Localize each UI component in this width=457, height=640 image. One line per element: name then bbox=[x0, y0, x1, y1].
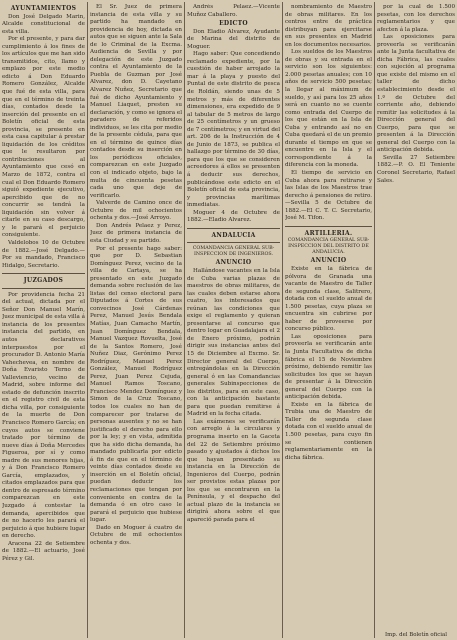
paragraph: Andrés Pelaez.—Vicente Muñoz Caballero. bbox=[187, 4, 280, 18]
section-heading: AYUNTAMIENTOS bbox=[10, 5, 77, 12]
column-rule bbox=[184, 2, 185, 638]
paragraph: Don José Delgado Marin, Alcalde constitucional de esta villa. bbox=[2, 13, 85, 35]
paragraph: El Sr. Juez de primera instancia de esta villa y su partido ha mandado en providencia de hoy, dictada en autos que se siguen ante la Sala de lo Criminal de la Excma. Audiencia de Sevilla y por delegación de este Juzgado contra el Ayuntamiento de la Puebla de Guzman por José Alvarez, don D. Cayetano Alvarez Nuñez, Secretario que fué de dicho Ayuntamiento y Manuel Liaquet, presten su declaración, y como se ignora el paradero de referidos individuos, se les cita por medio de la presente cédula, para que en el término de quince días contados desde su inserción en los periódicos oficiales, comparezcan en este Juzgado con el indicado objeto, bajo la multa de cincuenta pesetas cada uno que deje de verificarlo. bbox=[90, 4, 182, 199]
paragraph: Don Eladio Alvarez, Ayudante de Marina del distrito de Moguer. bbox=[187, 28, 280, 50]
paragraph: Moguer 4 de Octubre de 1882.—Eladio Alvarez. bbox=[187, 209, 280, 224]
section-rule bbox=[2, 288, 85, 289]
paragraph: por la cual de 1.500 pesetas, con los derechos reglamentarios y que afecten á la plaza. bbox=[377, 4, 455, 33]
paragraph: Valverde de Camino once de Octubre de mil ochocientos ochenta y dos.—José Arroyo. bbox=[90, 200, 182, 222]
column-2 bbox=[90, 4, 182, 636]
column-rule bbox=[282, 2, 283, 638]
paragraph: Las oposiciones para proveerla se verificarán ante la Junta Facultativa de dicha fábrica el 15 de Noviembre próximo, debiendo remitir las solicitudes los que se hayan de presentar á la Dirección general del Cuerpo con la anticipación debida. bbox=[285, 333, 372, 401]
section-heading: ARTILLERIA. bbox=[304, 229, 353, 237]
section-heading: ANUNCIO bbox=[215, 259, 252, 267]
paragraph: El tiempo de servicio en Cuba ahora para retirarse y las Islas de los Maestros trae derecho á pensiones de retiro.—Sevilla 5 de Octubre de 1882.—El C. T. C. Secretario, José M. Tifon. bbox=[285, 170, 372, 222]
section-rule bbox=[187, 228, 280, 229]
column-rule bbox=[374, 2, 375, 638]
paragraph: Por providencia fecha 21 del actual, dictada por el Señor Don Manuel Marín, Juez municipal de esta villa á instancia de los presentes instancia del partido, en autos declarativos interpuestos por el procurador D. Antonio María Vahechevea, en nombre de Doña Evaristo Terno de Valleviencio, vecino de Madrid, sobre informe del estado de defunción inscrito en el registro civil de esta dicha villa, por consiguiente de la muerte de Don Francisco Romero García; en cuyos autos se conviene tratado por término de nueve días á Doña Mercedes Figueroa, por sí y como madre de sus menores hijas, y á Don Francisco Romero García, emplazados, y citados emplazados para que dentro de espresado término comparezcan en este Juzgado á contestar la demanda, apercibidos que de no hacerlo les parará el perjuicio á que hubiere lugar en derecho. bbox=[2, 291, 85, 540]
paragraph: nombramiento de Maestro de obras militares. En los centros entre de práctica distribuyan para ejercitarse en sus presentes en Madrid en los documentos necesarios. bbox=[285, 4, 372, 48]
column-rule bbox=[87, 2, 88, 638]
section-rule bbox=[187, 242, 280, 243]
section-heading: ANUNCIO bbox=[310, 257, 347, 265]
paragraph: Las oposiciones para proveerla se verificarán ante la Junta facultativa de dicha Fábrica, las cuales con sujeción al programa que existe del mismo en el taller de dicho establecimiento desde el 1.º de Octubre del corriente año, debiendo remitir las solicitudes á la Dirección general del Cuerpo, para que se presenten á la Dirección general del Cuerpo con la anticipación debida. bbox=[377, 34, 455, 154]
paragraph: Hallándose vacantes en la Isla de Cuba varias plazas de maestros de obras militares, de las cuales deben estarse ahora cuatro, los interesados que reúnan las condiciones que exige el reglamento y quieran presentarse al concurso que dentro logar en Guadalajara el 2 de Enero próximo, podrán dirigir sus instancias antes del 15 de Diciembre al Excmo. Sr. Director general del Cuerpo, entregándolas en la Dirección general ó en las Comandancias generales Subinspecciones de los distritos, para en este caso, con la anticipación bastante para que puedan remitirse á Madrid en la fecha citada. bbox=[187, 267, 280, 418]
paragraph: Las exámenes se verificarán con arreglo á la circulares y programa inserto en la Gaceta del 22 de Setiembre próximo pasado y ajustados á dichos los que hayan presentado su instancia en la Dirección de Ingenieros del Cuerpo, podrán ser provistos estas plazas por los que se encontraren en la Península, y el despacho del actual plazo de la instancia se dirigirá ahora sobre el que apareció parada para el bbox=[187, 418, 280, 523]
section-rule bbox=[2, 273, 85, 274]
paragraph: Existe en la fábrica de pólvora de Granada una vacante de Maestro de Taller de segunda clase, Salitrero, dotada con el sueldo anual de 1.500 pesetas, cuya plaza se encuentra sin cubrirse por haber de proveerse por concurso público. bbox=[285, 265, 372, 333]
paragraph: Valdelobos 10 de Octubre de 1882.—José Delgado.—Por su mandado, Francisco Hidalgo, Secretario. bbox=[2, 239, 85, 269]
section-heading: JUZGADOS bbox=[23, 277, 64, 285]
paragraph: Por el presente hago saber: que por D. Sebastian Domínguez Perez, vecino de la villa de Cartaya, se ha presentado en este Juzgado demanda sobre reclusión de las listas del censo electoral para Diputados á Cortes de sus convecinos José Cárdenas Perez, Manuel Jesús Bendala Matías, Juan Camacho Martín, Juan Domínguez Bendala, Manuel Vazquez Rovuelta, José de la Santos Romero, José Nuñez Diaz, Gerónimo Perez Rodríguez, Manuel Perez González, Manuel Rodríguez Perez, Juan Perez Cejuda, Manuel Ramos Toscano, Francisco Mendez Domínguez y Simon de la Cruz Toscano, todos los cuales no han de comparecer por tratarse de personas ausentes y no se han justificado el derecho para ello por la ley; y en vista, admitida que ha sido dicha demanda, ha mandado publicarla por edicto á fin de que en el término de veinte días contados desde su inserción en el Boletín oficial, puedan deducir los reclamaciones que tengan por conveniente en contra de la demanda ó en otro caso le parará el perjuicio que hubiese lugar. bbox=[90, 245, 182, 524]
paragraph: Hago saber: Que concediendo reclamado expediente, por la cuestión de haber arrojado la mar á la playa y puesto del Puntal de este distrito de pesca de Roldán, siendo unas de 5 metros y más de diferentes dimensiones, era expedido de 9 al tabular de 5 metros de largo de 25 centímetros y un grueso de 7 centímetros; y en virtud del art. 206 de la Instrucción de 4 de Junio de 1873, se publica el hallazgo por término de 30 días, para que los que se consideren acreedores á ellos se presenten á deducir sus derechos, publicándose este edicto en el Boletín oficial de esta provincia, y provincias marítimas inmediatas. bbox=[187, 51, 280, 209]
paragraph: Dado en Moguer á cuatro de Octubre de mil ochocientos ochenta y dos. bbox=[90, 524, 182, 546]
section-subheading: COMANDANCIA GENERAL SUB-INSPECCION DE INGENIEROS. bbox=[192, 246, 275, 258]
paragraph: Sevilla 27 Setiembre 1882.—P. O. El Teniente Coronel Secretario, Rafael Sales. bbox=[377, 154, 455, 184]
paragraph: Los sueldos de los Maestros de obras y su entrada en el servicio son los siguientes: 2.000 pesetas anuales; con 10 años de servicio 500 pesetas; la llegar al máximum de sueldo, y así para los 25 años será en cuanto no se cuente como entrada del Cuerpo de los que están en la Isla de Cuba y entrando así no en Cuba quedará el de un premio durante el tiempo en que se encuentre en la Isla y el correspondiente á la diferencia con la moneda. bbox=[285, 49, 372, 169]
column-3 bbox=[187, 4, 280, 636]
column-5 bbox=[377, 4, 455, 636]
paragraph: Aracena 22 de Setiembre de 1882.—El actuario, José Pérez y Gil. bbox=[2, 540, 85, 562]
section-subheading: COMANDANCIA GENERAL SUB-INSPECCION DEL DISTRITO DE ANDALUCIA. bbox=[287, 238, 370, 256]
paragraph: Don Andrés Pelaez y Perez, Juez de primera instancia de esta Ciudad y su partido. bbox=[90, 222, 182, 244]
column-1 bbox=[2, 4, 85, 636]
section-heading: EDICTO bbox=[219, 20, 248, 28]
paragraph: Por el presente, y para dar cumplimiento á los fines de los artículos que me han sido transmitidos, cito, llamo y emplazo por este medio edicto á Don Eduardo Romero González, Alcalde que fué de esta villa, para que en el término de treinta días, contados desde la inserción del presente en el Boletín oficial de esta provincia, se presente en esta casa capitular á prestar liquidación de los créditos que le resultaron por contribuciones al Ayuntamiento que cesó en Marzo de 1872, contra el cual el Don Eduardo Romero siguió expediente ejecutivo, apercibido que de no concurrir se tendrá la liquidación sin volver á citarle en su caso descargo, y le parará el perjuicio consiguiente. bbox=[2, 36, 85, 239]
section-rule bbox=[285, 226, 372, 227]
column-4 bbox=[285, 4, 372, 636]
paragraph: Existe en la fábrica de Trubia una de Maestro de Taller de segunda clase dotada con el sueldo anual de 1.500 pesetas, para cuyo fin se contienen reglamentariamente en la dicha fábrica. bbox=[285, 401, 372, 461]
section-heading: ANDALUCIA bbox=[211, 231, 256, 239]
imprint-line: Imp. del Boletín oficial bbox=[385, 632, 447, 638]
